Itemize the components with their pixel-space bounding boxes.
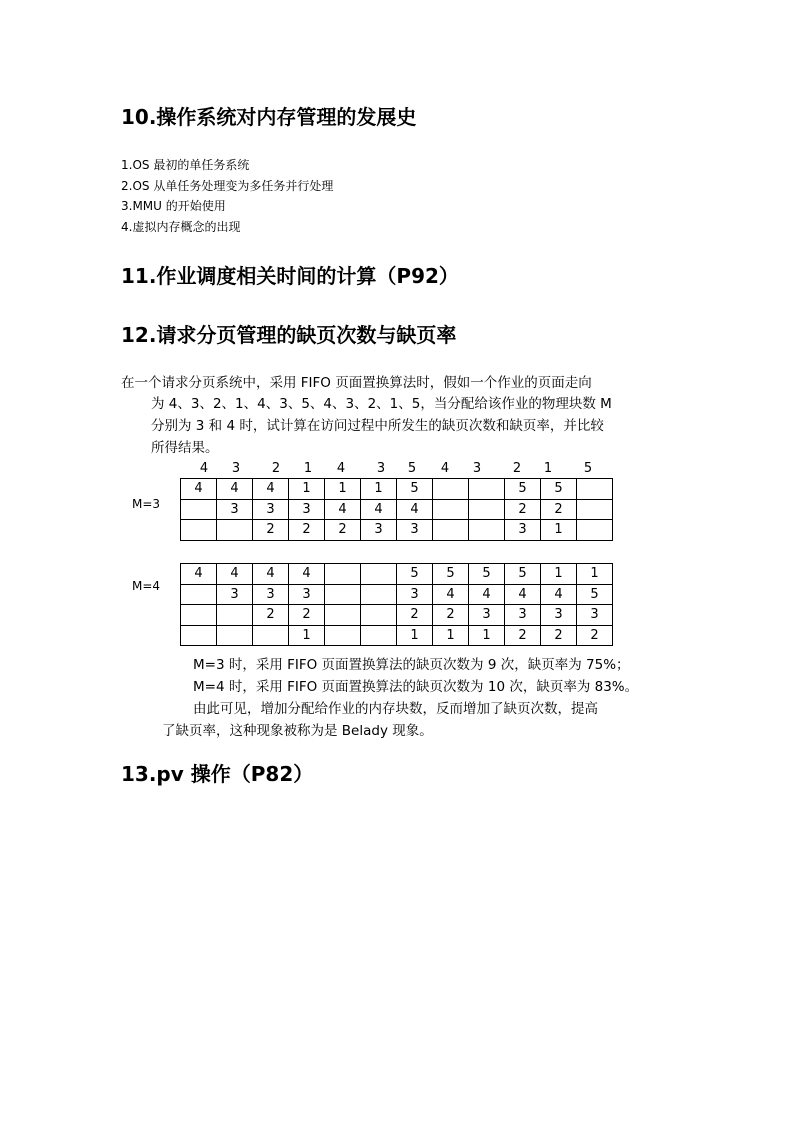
problem-text-line: 在一个请求分页系统中，采用 FIFO 页面置换算法时，假如一个作业的页面走向 — [121, 375, 592, 391]
reference-page: 3 — [376, 461, 386, 476]
frame-cell — [325, 625, 361, 646]
reference-page: 4 — [336, 461, 346, 476]
frame-cell: 4 — [253, 479, 289, 500]
reference-page: 4 — [440, 461, 450, 476]
frame-cell — [325, 564, 361, 585]
frame-cell: 1 — [397, 625, 433, 646]
frame-cell: 3 — [361, 520, 397, 541]
frame-cell: 1 — [361, 479, 397, 500]
frame-cell: 2 — [577, 625, 613, 646]
frame-cell: 5 — [397, 564, 433, 585]
section-10-heading: 10.操作系统对内存管理的发展史 — [121, 105, 417, 129]
frame-cell: 5 — [469, 564, 505, 585]
reference-page: 5 — [583, 461, 593, 476]
frame-cell — [361, 584, 397, 605]
result-text-line: M=4 时，采用 FIFO 页面置换算法的缺页次数为 10 次，缺页率为 83%。 — [193, 679, 639, 695]
frame-cell: 4 — [181, 479, 217, 500]
frame-cell — [217, 520, 253, 541]
frame-cell — [325, 584, 361, 605]
frame-cell: 3 — [577, 605, 613, 626]
frame-cell: 4 — [253, 564, 289, 585]
frame-cell: 5 — [397, 479, 433, 500]
table-row — [181, 520, 613, 541]
frame-cell: 2 — [325, 520, 361, 541]
frame-cell — [577, 479, 613, 500]
reference-page: 5 — [407, 461, 417, 476]
reference-page: 3 — [231, 461, 241, 476]
frame-cell — [433, 520, 469, 541]
problem-text-line: 为 4、3、2、1、4、3、5、4、3、2、1、5，当分配给该作业的物理块数 M — [151, 396, 612, 412]
frame-cell: 1 — [469, 625, 505, 646]
table-row — [181, 605, 613, 626]
list-item: 2.OS 从单任务处理变为多任务并行处理 — [121, 178, 334, 193]
frame-cell — [361, 625, 397, 646]
frame-cell: 1 — [325, 479, 361, 500]
frame-cell — [433, 479, 469, 500]
problem-text-line: 所得结果。 — [151, 440, 219, 456]
frame-cell: 1 — [577, 564, 613, 585]
frame-cell — [181, 499, 217, 520]
frame-cell — [217, 605, 253, 626]
frame-cell — [181, 520, 217, 541]
frame-cell: 3 — [505, 605, 541, 626]
frame-cell: 4 — [289, 564, 325, 585]
frame-cell: 4 — [181, 564, 217, 585]
result-text-line: 了缺页率，这种现象被称为是 Belady 现象。 — [162, 723, 433, 739]
m4-label: M=4 — [132, 579, 161, 593]
frame-cell — [469, 499, 505, 520]
frame-cell: 3 — [397, 584, 433, 605]
section-12-heading: 12.请求分页管理的缺页次数与缺页率 — [121, 323, 457, 347]
frame-cell — [469, 520, 505, 541]
frame-cell — [325, 605, 361, 626]
frame-cell: 3 — [541, 605, 577, 626]
frame-cell: 2 — [541, 499, 577, 520]
section-13-heading: 13.pv 操作（P82） — [121, 762, 314, 786]
frame-cell — [253, 625, 289, 646]
memory-history-list — [121, 155, 333, 237]
frame-cell: 5 — [505, 479, 541, 500]
frame-cell: 2 — [541, 625, 577, 646]
frame-cell: 2 — [253, 520, 289, 541]
frame-cell: 2 — [289, 605, 325, 626]
frame-cell: 4 — [541, 584, 577, 605]
list-item: 4.虚拟内存概念的出现 — [121, 219, 241, 234]
frame-cell — [181, 584, 217, 605]
frame-cell — [181, 625, 217, 646]
frame-cell: 5 — [433, 564, 469, 585]
frame-cell: 3 — [397, 520, 433, 541]
reference-page: 2 — [271, 461, 281, 476]
frame-cell: 1 — [433, 625, 469, 646]
frame-cell: 3 — [253, 584, 289, 605]
frame-cell: 2 — [253, 605, 289, 626]
frame-cell: 2 — [505, 499, 541, 520]
list-item: 3.MMU 的开始使用 — [121, 199, 226, 213]
frame-cell: 2 — [433, 605, 469, 626]
frame-cell: 3 — [469, 605, 505, 626]
frame-cell: 2 — [397, 605, 433, 626]
frame-cell: 4 — [505, 584, 541, 605]
table-row — [181, 479, 613, 500]
frame-cell: 4 — [469, 584, 505, 605]
frame-cell — [361, 564, 397, 585]
frame-cell: 1 — [289, 625, 325, 646]
frame-cell: 3 — [217, 499, 253, 520]
frame-cell: 4 — [433, 584, 469, 605]
frame-cell — [181, 605, 217, 626]
result-text-line: 由此可见，增加分配给作业的内存块数，反而增加了缺页次数，提高 — [193, 701, 598, 717]
m3-label: M=3 — [132, 497, 161, 511]
frame-cell — [433, 499, 469, 520]
frame-cell: 1 — [541, 564, 577, 585]
frame-cell: 3 — [505, 520, 541, 541]
reference-page: 4 — [199, 461, 209, 476]
problem-text-line: 分别为 3 和 4 时，试计算在访问过程中所发生的缺页次数和缺页率，并比较 — [151, 418, 604, 434]
frame-cell — [469, 479, 505, 500]
frame-cell: 1 — [541, 520, 577, 541]
frame-cell — [577, 520, 613, 541]
result-text-line: M=3 时，采用 FIFO 页面置换算法的缺页次数为 9 次，缺页率为 75%； — [193, 657, 630, 673]
m4-frame-table — [180, 563, 613, 646]
table-row — [181, 499, 613, 520]
reference-page: 3 — [472, 461, 482, 476]
frame-cell: 4 — [325, 499, 361, 520]
frame-cell: 2 — [505, 625, 541, 646]
m3-frame-table — [180, 478, 613, 541]
frame-cell: 5 — [541, 479, 577, 500]
table-row — [181, 584, 613, 605]
frame-cell: 4 — [217, 564, 253, 585]
frame-cell — [361, 605, 397, 626]
section-11-heading: 11.作业调度相关时间的计算（P92） — [121, 264, 459, 288]
reference-page: 1 — [543, 461, 553, 476]
frame-cell: 3 — [217, 584, 253, 605]
frame-cell: 3 — [253, 499, 289, 520]
frame-cell: 2 — [289, 520, 325, 541]
reference-string-row — [0, 460, 794, 478]
frame-cell — [217, 625, 253, 646]
table-row — [181, 564, 613, 585]
list-item: 1.OS 最初的单任务系统 — [121, 158, 250, 172]
frame-cell: 4 — [397, 499, 433, 520]
frame-cell — [577, 499, 613, 520]
table-row — [181, 625, 613, 646]
frame-cell: 5 — [505, 564, 541, 585]
frame-cell: 4 — [361, 499, 397, 520]
reference-page: 1 — [303, 461, 313, 476]
frame-cell: 3 — [289, 584, 325, 605]
frame-cell: 5 — [577, 584, 613, 605]
reference-page: 2 — [512, 461, 522, 476]
frame-cell: 4 — [217, 479, 253, 500]
frame-cell: 3 — [289, 499, 325, 520]
frame-cell: 1 — [289, 479, 325, 500]
